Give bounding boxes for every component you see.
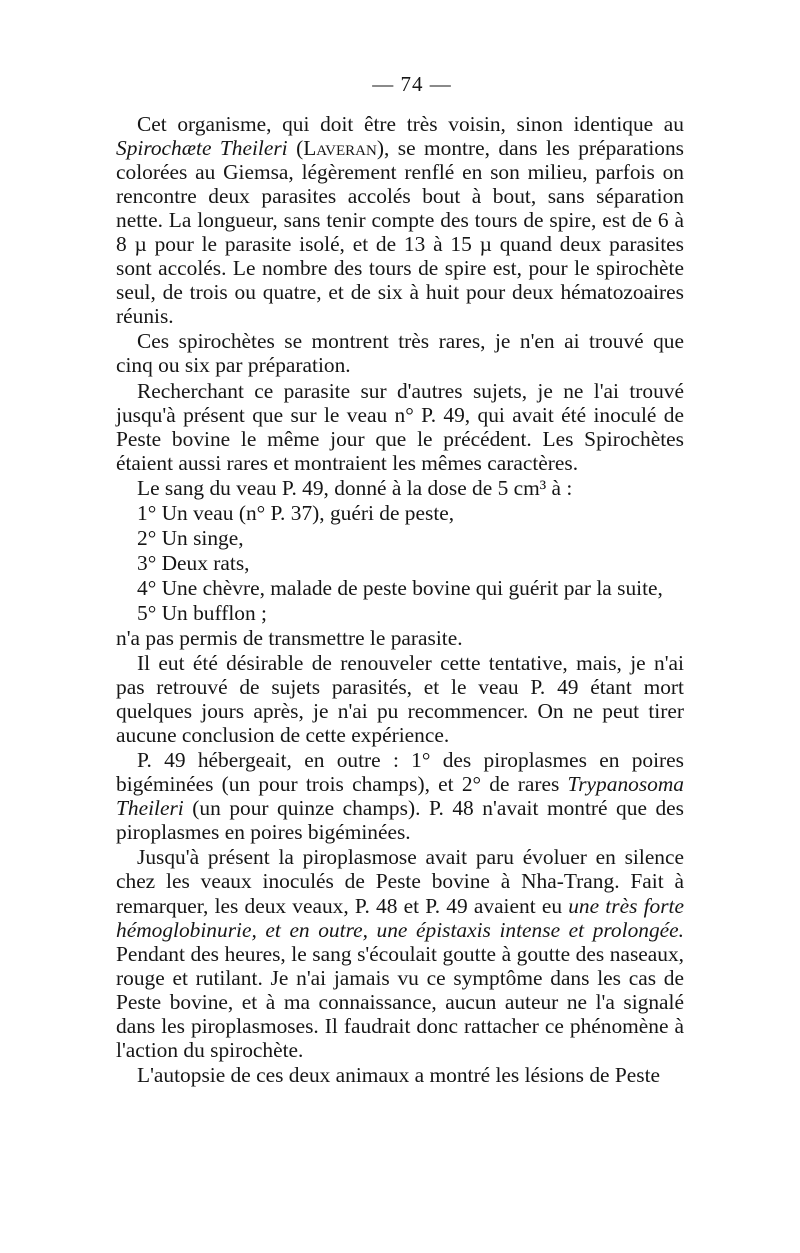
text-segment: une très forte hémoglobinurie, et en outre, une épistaxis intense et prolongée.: [116, 893, 684, 942]
paragraph: [116, 748, 684, 844]
document-page: [116, 72, 684, 1088]
text-segment: 3° Deux rats,: [137, 550, 250, 575]
text-segment: Spirochæte Theileri: [116, 136, 288, 161]
list-item: [116, 501, 684, 525]
text-segment: Recherchant ce parasite sur d'autres sujets, je ne l'ai trouvé jusqu'à présent que sur le veau n° P. 49, qui avait été inoculé de Peste bovine le même jour que le précédent. Les Spirochètes étaient aussi rares et montraient les mêmes caractères.: [116, 378, 684, 475]
text-segment: Laveran: [303, 136, 377, 161]
paragraph: [116, 845, 684, 1061]
paragraph: [116, 626, 684, 650]
text-segment: Jusqu'à présent la piroplasmose avait paru évoluer en silence chez les veaux inoculés de Peste bovine à Nha-Trang. Fait à remarquer, les deux veaux, P. 48 et P. 49 avaient eu: [116, 845, 684, 918]
text-segment: 2° Un singe,: [137, 525, 244, 550]
text-segment: n'a pas permis de transmettre le parasite.: [116, 625, 463, 650]
text-segment: Trypanosoma Theileri: [116, 772, 684, 821]
paragraph: [116, 379, 684, 475]
body-text: [116, 112, 684, 1087]
text-segment: Pendant des heures, le sang s'écoulait goutte à goutte des naseaux, rouge et rutilant. Je n'ai jamais vu ce symptôme dans les cas de Peste bovine, et à ma connaissance, aucun auteur ne l'a signalé dans les piroplasmoses. Il faudrait donc rattacher ce phénomène à l'action du spirochète.: [116, 941, 684, 1062]
text-segment: (: [287, 136, 304, 161]
text-segment: Cet organisme, qui doit être très voisin, sinon identique au: [137, 112, 684, 136]
text-segment: ), se montre, dans les préparations colorées au Giemsa, légèrement renflé en son milieu, parfois on rencontre deux parasites accolés bout à bout, sans séparation nette. La longueur, sans tenir compte des tours de spire, est de 6 à 8 µ pour le parasite isolé, et de 13 à 15 µ quand deux parasites sont accolés. Le nombre des tours de spire est, pour le spirochète seul, de trois ou quatre, et de six à huit pour deux hématozoaires réunis.: [116, 136, 684, 329]
page-number: — 74 —: [372, 72, 452, 96]
list-item: [116, 601, 684, 625]
text-segment: P. 49 hébergeait, en outre : 1° des piroplasmes en poires bigéminées (un pour trois champs), et 2° de rares: [116, 748, 684, 797]
text-segment: (un pour quinze champs). P. 48 n'avait montré que des piroplasmes en poires bigéminées.: [116, 796, 684, 845]
list-item: [116, 551, 684, 575]
paragraph: [116, 112, 684, 328]
text-segment: Il eut été désirable de renouveler cette tentative, mais, je n'ai pas retrouvé de sujets parasités, et le veau P. 49 étant mort quelques jours après, je n'ai pu recommencer. On ne peut tirer aucune conclusion de cette expérience.: [116, 651, 684, 748]
paragraph: [116, 476, 684, 500]
text-segment: Ces spirochètes se montrent très rares, je n'en ai trouvé que cinq ou six par préparation.: [116, 329, 684, 378]
paragraph: [116, 651, 684, 747]
paragraph: [116, 1063, 684, 1087]
text-segment: 5° Un bufflon ;: [137, 600, 267, 625]
list-item: [116, 576, 684, 600]
text-segment: L'autopsie de ces deux animaux a montré les lésions de Peste: [137, 1062, 661, 1087]
text-segment: 4° Une chèvre, malade de peste bovine qui guérit par la suite,: [137, 575, 663, 600]
text-segment: 1° Un veau (n° P. 37), guéri de peste,: [137, 500, 455, 525]
list-item: [116, 526, 684, 550]
text-segment: Le sang du veau P. 49, donné à la dose de 5 cm³ à :: [137, 475, 573, 500]
paragraph: [116, 329, 684, 377]
